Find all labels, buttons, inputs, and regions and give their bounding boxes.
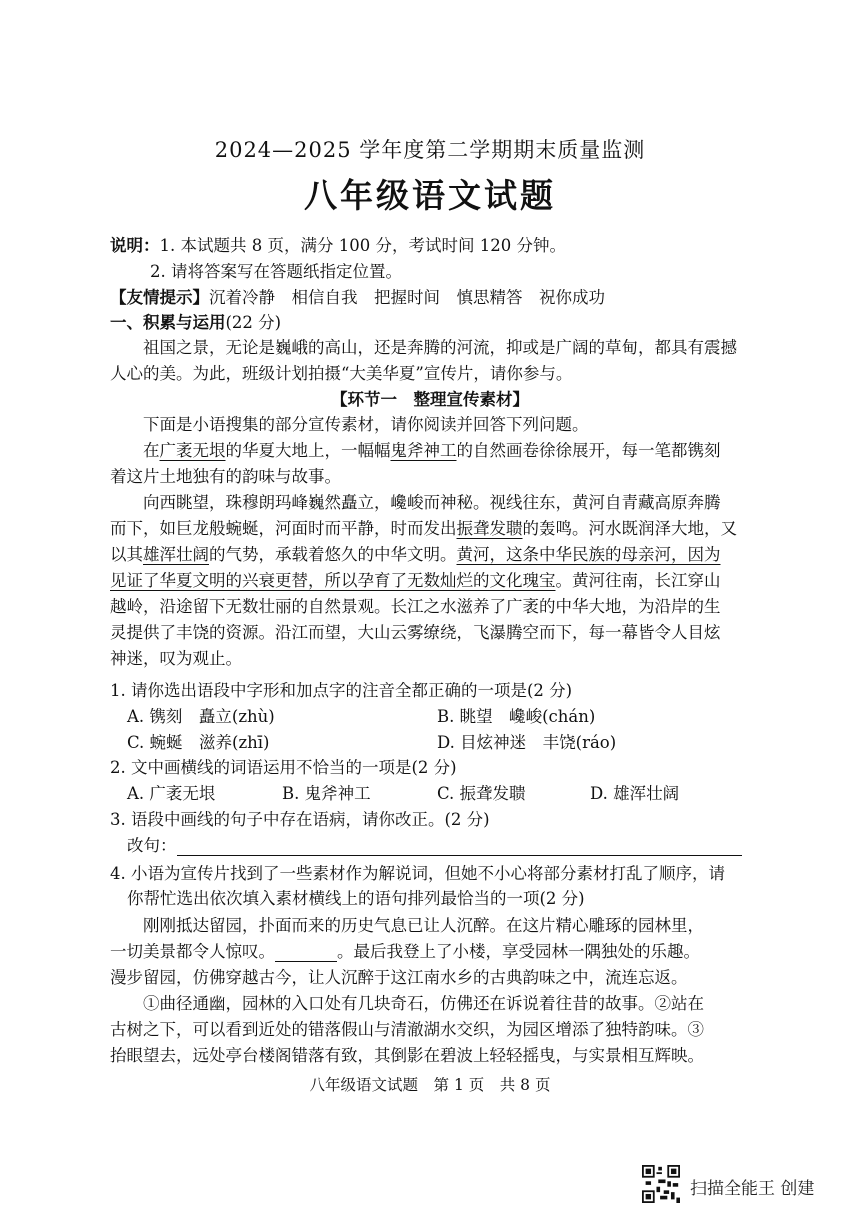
answer-label: 改句： (127, 836, 177, 855)
scanner-watermark: 扫描全能王 创建 (690, 1179, 815, 1199)
notes-line-1 (110, 232, 566, 256)
tips-text: 沉着冷静 相信自我 把握时间 慎思精答 祝你成功 (209, 288, 605, 307)
passage-text: 的气势，承载着悠久的中华文明。 (209, 545, 457, 564)
underlined-word-2: 鬼斧神工 (390, 441, 457, 460)
q4-text: 一切美景都令人惊叹。 (110, 942, 275, 961)
q4-text-line-3: 漫步留园，仿佛穿越古今，让人沉醉于这江南水乡的古典韵味之中，流连忘返。 (110, 968, 688, 987)
question-1-option-c[interactable]: C. 蜿蜒 滋养(zhī) (127, 733, 270, 752)
underlined-sentence-part-2: 见证了华夏文明的兴衰更替，所以孕育了无数灿烂的文化瑰宝 (110, 571, 556, 590)
passage-line-5 (110, 541, 721, 565)
answer-blank-line[interactable] (177, 839, 742, 856)
question-2-option-b[interactable]: B. 鬼斧神工 (282, 784, 371, 803)
section1-intro-2: 人心的美。为此，班级计划拍摄“大美华夏”宣传片，请你参与。 (110, 364, 573, 383)
step1-lead: 下面是小语搜集的部分宣传素材，请你阅读并回答下列问题。 (143, 415, 589, 434)
question-3-answer-row (127, 832, 742, 856)
question-2-option-c[interactable]: C. 振聋发聩 (437, 784, 526, 803)
notes-label: 说明： (110, 236, 160, 255)
passage-text: 的自然画卷徐徐展开，每一笔都镌刻 (456, 441, 721, 460)
tips-line (110, 284, 605, 308)
passage-text: 而下，如巨龙般蜿蜒，河面时而平静，时而发出 (110, 519, 457, 538)
qr-code-icon (642, 1165, 680, 1203)
section1-score: (22 分) (225, 313, 282, 332)
q4-text-line-2 (110, 938, 700, 962)
exam-header-title: 2024—2025 学年度第二学期期末质量监测 (214, 138, 646, 162)
question-4-stem-1: 4. 小语为宣传片找到了一些素材作为解说词，但她不小心将部分素材打乱了顺序，请 (110, 864, 725, 883)
notes-text-1: 1. 本试题共 8 页，满分 100 分，考试时间 120 分钟。 (159, 236, 566, 255)
q4-text-line-1: 刚刚抵达留园，扑面而来的历史气息已让人沉醉。在这片精心雕琢的园林里， (143, 916, 704, 935)
tips-label: 【友情提示】 (110, 288, 209, 307)
section1-intro-1: 祖国之景，无论是巍峨的高山，还是奔腾的河流，抑或是广阔的草甸，都具有震撼 (143, 338, 737, 357)
section1-title: 一、积累与运用 (110, 313, 226, 332)
question-1-option-a[interactable]: A. 镌刻 矗立(zhù) (127, 707, 275, 726)
passage-line-6 (110, 567, 721, 591)
step1-heading: 【环节一 整理宣传素材】 (331, 390, 529, 409)
fill-in-blank[interactable] (275, 947, 337, 962)
passage-text: 的华夏大地上，一幅幅 (225, 441, 391, 460)
notes-line-2: 2. 请将答案写在答题纸指定位置。 (150, 262, 402, 281)
question-1-stem: 1. 请你选出语段中字形和加点字的注音全都正确的一项是(2 分) (110, 681, 573, 700)
q4-sentence-line-1: ①曲径通幽，园林的入口处有几块奇石，仿佛还在诉说着往昔的故事。②站在 (143, 994, 704, 1013)
section1-heading (110, 309, 281, 333)
passage-line-7: 越岭，沿途留下无数壮丽的自然景观。长江之水滋养了广袤的中华大地，为沿岸的生 (110, 597, 721, 616)
passage-text: 在 (143, 441, 160, 460)
passage-text: 的轰鸣。河水既润泽大地，又 (522, 519, 737, 538)
question-3-stem: 3. 语段中画线的句子中存在语病，请你改正。(2 分) (110, 810, 490, 829)
q4-sentence-line-2: 古树之下，可以看到近处的错落假山与清澈湖水交织，为园区增添了独特韵味。③ (110, 1020, 704, 1039)
question-2-option-a[interactable]: A. 广袤无垠 (127, 784, 216, 803)
passage-line-8: 灵提供了丰饶的资源。沿江而望，大山云雾缭绕，飞瀑腾空而下，每一幕皆令人目炫 (110, 623, 721, 642)
underlined-word-4: 雄浑壮阔 (143, 545, 209, 564)
q4-text: 。最后我登上了小楼，享受园林一隅独处的乐趣。 (337, 942, 700, 961)
exam-subject-title: 八年级语文试题 (304, 176, 556, 215)
passage-text: 。黄河往南，长江穿山 (555, 571, 721, 590)
passage-line-1 (143, 437, 721, 461)
passage-line-2: 着这片土地独有的韵味与故事。 (110, 467, 341, 486)
passage-line-3: 向西眺望，珠穆朗玛峰巍然矗立，巉峻而神秘。视线往东，黄河自青藏高原奔腾 (143, 493, 721, 512)
question-1-option-d[interactable]: D. 目炫神迷 丰饶(ráo) (437, 733, 617, 752)
q4-sentence-line-3: 抬眼望去，远处亭台楼阁错落有致，其倒影在碧波上轻轻摇曳，与实景相互辉映。 (110, 1046, 704, 1065)
question-4-stem-2: 你帮忙选出依次填入素材横线上的语句排列最恰当的一项(2 分) (127, 889, 585, 908)
underlined-word-3: 振聋发聩 (456, 519, 523, 538)
question-2-option-d[interactable]: D. 雄浑壮阔 (590, 784, 680, 803)
page-footer: 八年级语文试题 第 1 页 共 8 页 (309, 1076, 551, 1094)
underlined-word-1: 广袤无垠 (159, 441, 226, 460)
passage-line-4 (110, 515, 737, 539)
underlined-sentence-part-1: 黄河，这条中华民族的母亲河，因为 (456, 545, 721, 564)
passage-text: 以其 (110, 545, 143, 564)
question-2-stem: 2. 文中画横线的词语运用不恰当的一项是(2 分) (110, 758, 457, 777)
question-1-option-b[interactable]: B. 眺望 巉峻(chán) (437, 707, 596, 726)
passage-line-9: 神迷，叹为观止。 (110, 649, 242, 668)
